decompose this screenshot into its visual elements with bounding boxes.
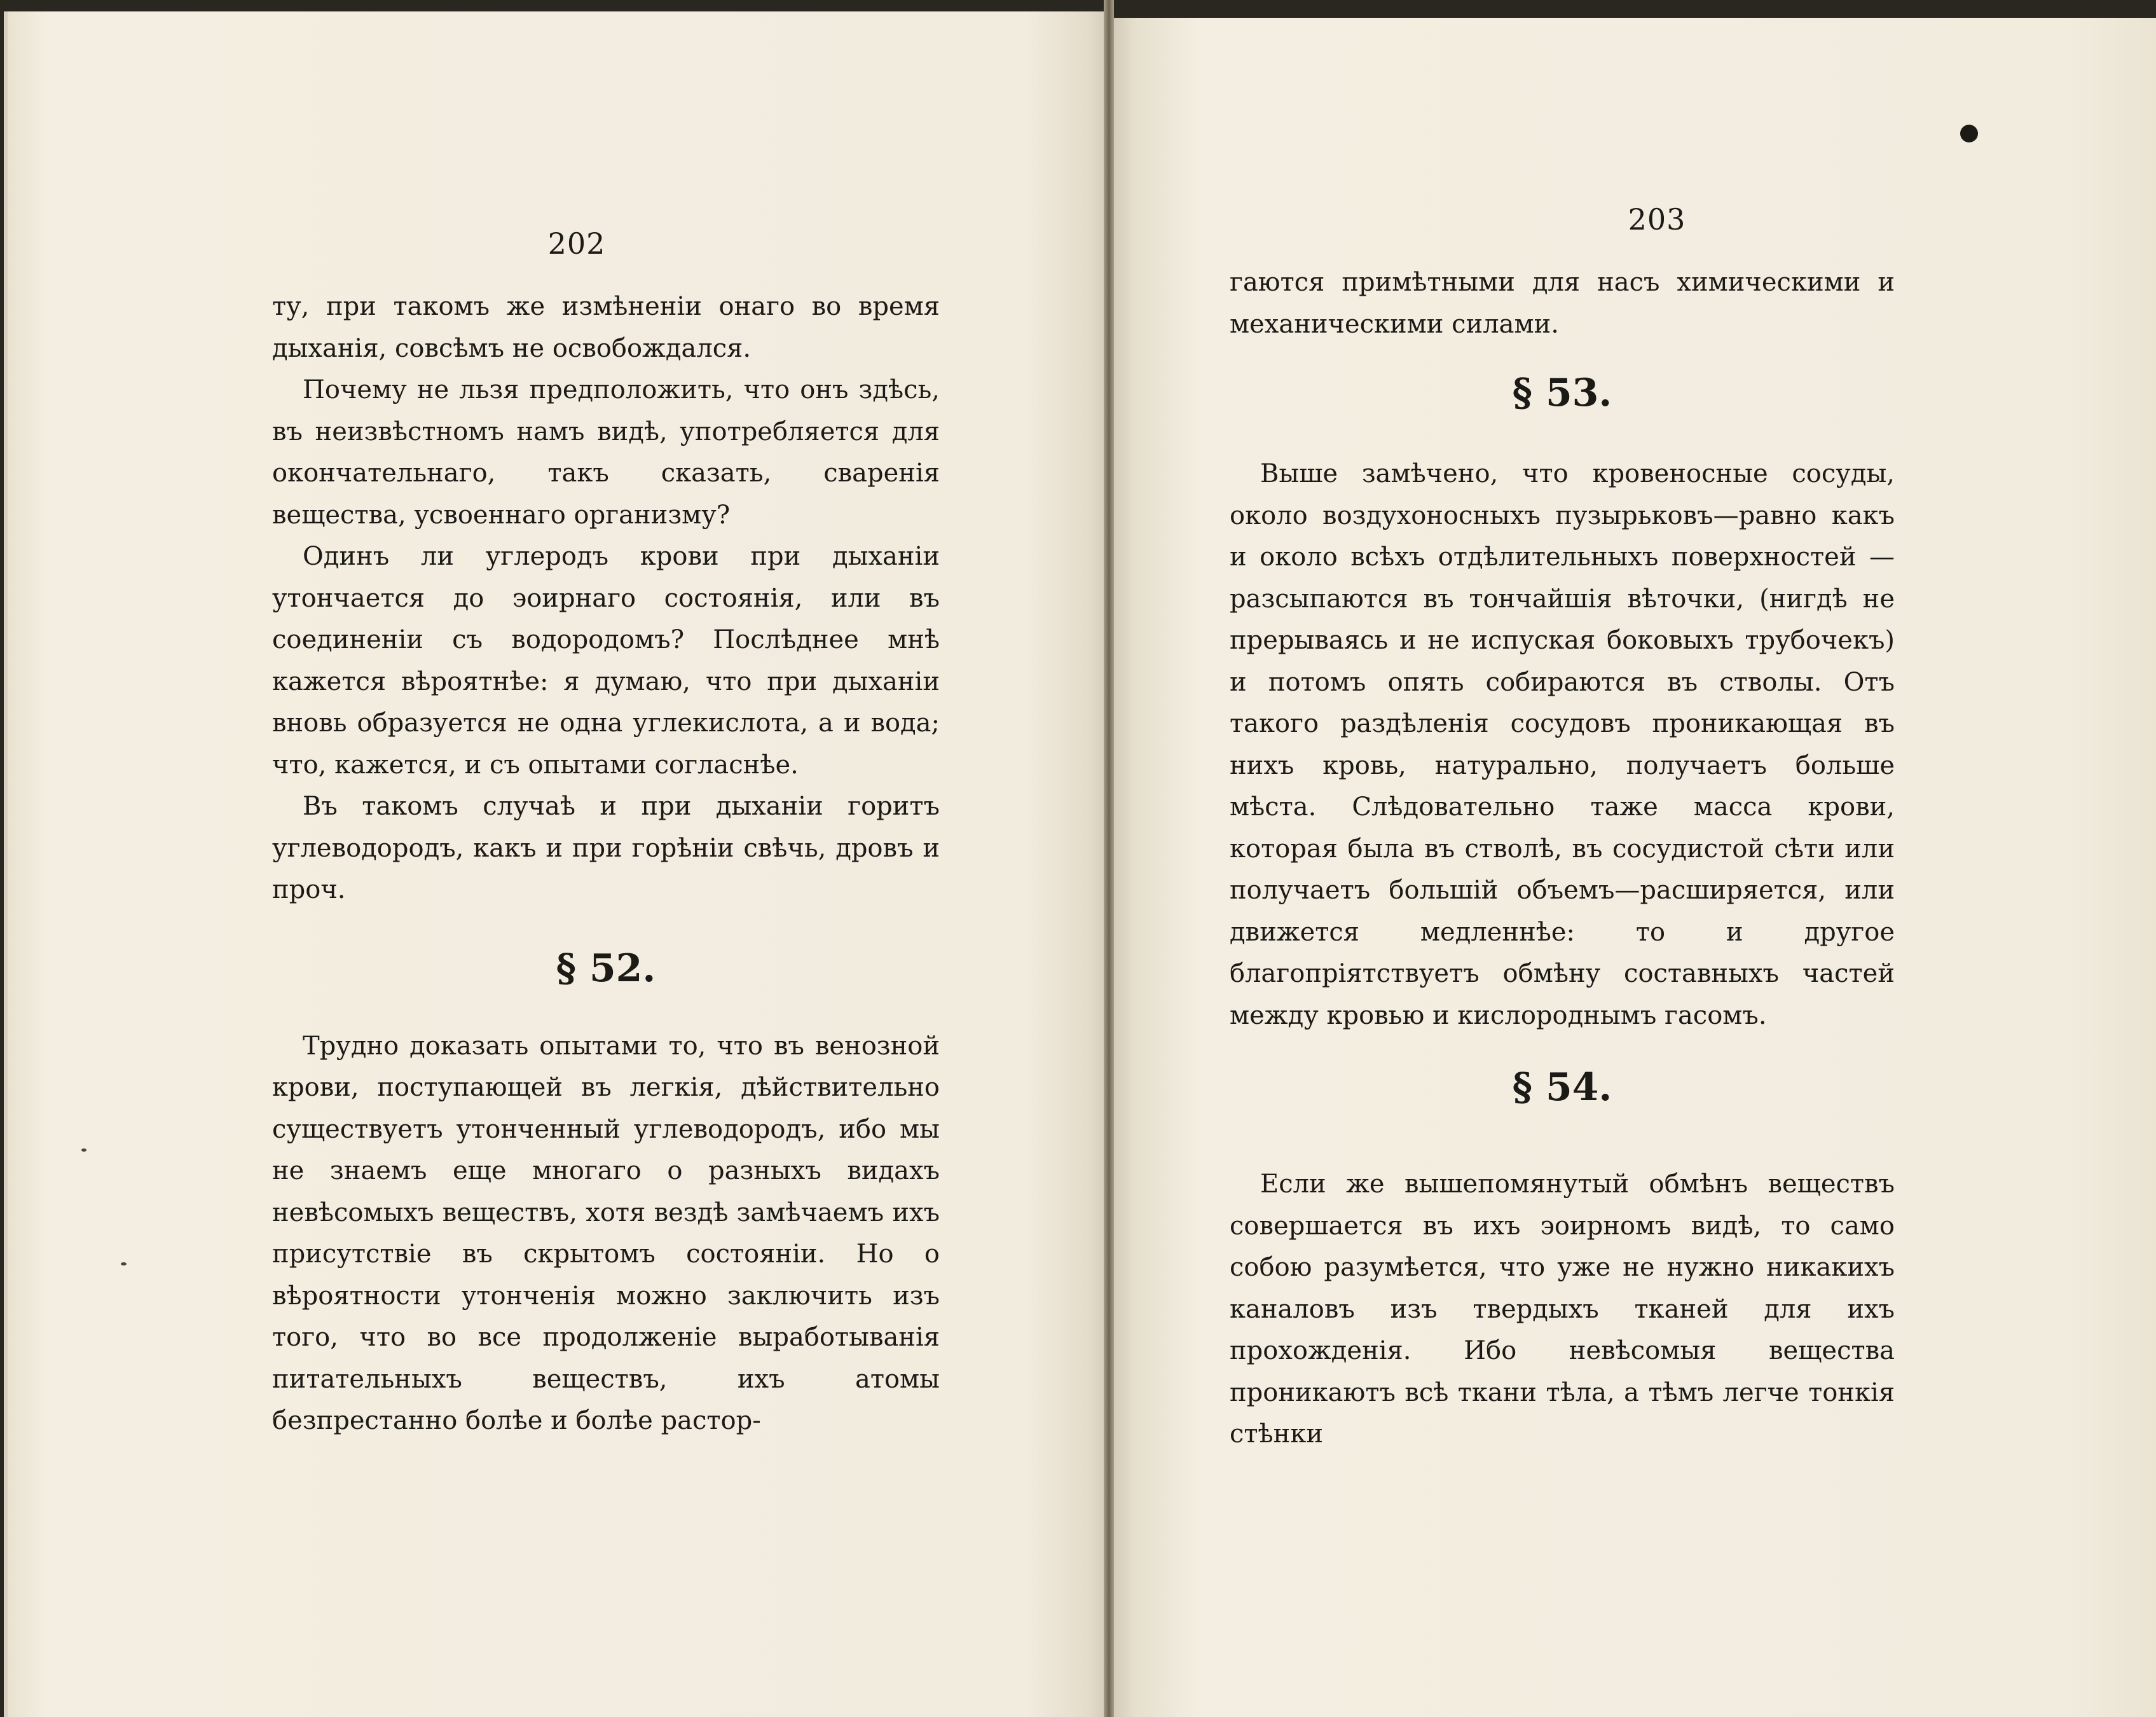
section-heading-53: § 53. [1512, 371, 1612, 415]
paragraph: Въ такомъ случаѣ и при дыханіи горитъ углеводородъ, какъ и при горѣніи свѣчь, дровъ и проч. [272, 792, 940, 904]
right-page-body [1230, 262, 1895, 1456]
paragraph: Выше замѣчено, что кровеносные сосуды, около воздухоносныхъ пузырьковъ—равно какъ и около всѣхъ отдѣлительныхъ поверхностей —разсыпаются въ тончайшія вѣточки, (нигдѣ не прерываясь и не испуская боковыхъ трубочекъ) и потомъ опять собираются въ стволы. Отъ такого раздѣленія сосудовъ проникающая въ нихъ кровь, натурально, получаетъ больше мѣста. Слѣдовательно таже масса крови, которая была въ стволѣ, въ сосудистой сѣти или получаетъ большій объемъ—расширяется, или движется медленнѣе: то и другое благопріятствуетъ обмѣну составныхъ частей между кровью и кислороднымъ гасомъ. [1230, 459, 1895, 1030]
paragraph: гаются примѣтными для насъ химическими и механическими силами. [1230, 268, 1895, 339]
paper-speck [81, 1148, 86, 1152]
paragraph: Если же вышепомянутый обмѣнъ веществъ совершается въ ихъ эоирномъ видѣ, то само собою разумѣется, что уже не нужно никакихъ каналовъ изъ твердыхъ тканей для ихъ прохожденія. Ибо невѣсомыя вещества проникаютъ всѣ ткани тѣла, а тѣмъ легче тонкія стѣнки [1230, 1169, 1895, 1449]
book-gutter [1104, 0, 1114, 1717]
left-page-body [272, 286, 940, 1442]
paragraph: Почему не льзя предположить, что онъ здѣсь, въ неизвѣстномъ намъ видѣ, употребляется для окончательнаго, такъ сказать, сваренія вещества, усвоеннаго организму? [272, 375, 940, 530]
page-number-left: 202 [547, 226, 606, 261]
section-heading-54: § 54. [1512, 1065, 1612, 1110]
section-heading-52: § 52. [556, 946, 656, 991]
paragraph: Трудно доказать опытами то, что въ венозной крови, поступающей въ легкія, дѣйствительно существуетъ утонченный углеводородъ, ибо мы не знаемъ еще многаго о разныхъ видахъ невѣсомыхъ веществъ, хотя вездѣ замѣчаемъ ихъ присутствіе въ скрытомъ состояніи. Но о вѣроятности утонченія можно заключить изъ того, что во все продолженіе выработыванія питательныхъ веществъ, ихъ атомы безпрестанно болѣе и болѣе растор- [272, 1031, 940, 1435]
paragraph: ту, при такомъ же измѣненіи онаго во время дыханія, совсѣмъ не освобождался. [272, 292, 940, 363]
left-page [4, 11, 1113, 1717]
paragraph: Одинъ ли углеродъ крови при дыханіи утончается до эоирнаго состоянія, или въ соединеніи съ водородомъ? Послѣднее мнѣ кажется вѣроятнѣе: я думаю, что при дыханіи вновь образуется не одна углекислота, а и вода; что, кажется, и съ опытами согласнѣе. [272, 542, 940, 780]
right-page [1109, 18, 2156, 1717]
ink-spot [1960, 125, 1978, 142]
page-number-right: 203 [1628, 202, 1686, 237]
paper-speck [121, 1262, 127, 1265]
